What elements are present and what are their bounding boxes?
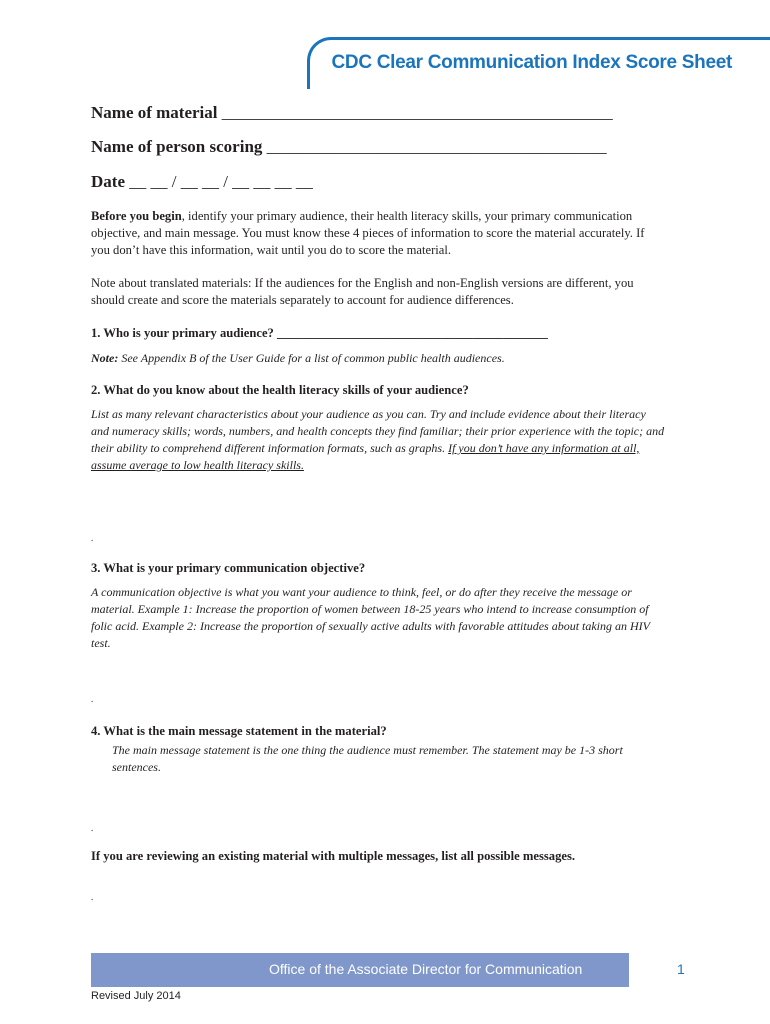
answer-area-4[interactable]: . bbox=[91, 823, 94, 833]
person-scoring-blank[interactable]: ________________________________________ bbox=[262, 137, 607, 156]
question-2: 2. What do you know about the health literacy skills of your audience? bbox=[91, 383, 469, 397]
question-1-note-text: See Appendix B of the User Guide for a list of common public health audiences. bbox=[118, 351, 505, 365]
footer-office: Office of the Associate Director for Communication bbox=[269, 961, 583, 977]
question-4-note: The main message statement is the one thing the audience must remember. The statement may be 1-3 short sentences. bbox=[112, 743, 623, 774]
multiple-messages-prompt: If you are reviewing an existing material with multiple messages, list all possible messages. bbox=[91, 849, 576, 863]
date-blank[interactable]: __ __ / __ __ / __ __ __ __ bbox=[124, 172, 313, 191]
date-field[interactable] bbox=[91, 172, 313, 192]
translated-note-label: Note about translated materials: bbox=[91, 276, 252, 290]
question-2-note bbox=[91, 406, 666, 474]
question-4: 4. What is the main message statement in the material? bbox=[91, 724, 387, 738]
answer-area-3[interactable]: . bbox=[91, 694, 94, 704]
question-1-note bbox=[91, 350, 666, 367]
person-scoring-field[interactable] bbox=[91, 137, 607, 157]
question-2-note-text: List as many relevant characteristics about your audience as you can. Try and include evidence about their literacy and numeracy skills; words, numbers, and health concepts they find familiar; their prior experience with the topic; and their ability to comprehend different information formats, such as graphs. bbox=[91, 407, 665, 455]
before-you-begin-paragraph bbox=[91, 208, 661, 259]
page-title: CDC Clear Communication Index Score Sheet bbox=[331, 52, 732, 73]
question-3: 3. What is your primary communication objective? bbox=[91, 561, 366, 575]
material-name-blank[interactable]: ______________________________________________ bbox=[217, 103, 613, 122]
answer-area-multiple[interactable]: . bbox=[91, 892, 94, 902]
translated-note-paragraph bbox=[91, 275, 661, 309]
material-name-label: Name of material bbox=[91, 103, 218, 122]
person-scoring-label: Name of person scoring bbox=[91, 137, 263, 156]
question-1-note-label: Note: bbox=[91, 351, 119, 365]
before-you-begin-text: , identify your primary audience, their health literacy skills, your primary communication objective, and main message. You must know these 4 pieces of information to score the material accurately. If you don’t have this information, wait until you do to score the material. bbox=[91, 209, 645, 257]
answer-area-2[interactable]: . bbox=[91, 533, 94, 543]
revised-date: Revised July 2014 bbox=[91, 990, 181, 1002]
material-name-field[interactable] bbox=[91, 103, 613, 123]
question-2-note-underlined: If you don’t have any information at all, assume average to low health literacy skills. bbox=[91, 441, 640, 472]
date-label: Date bbox=[91, 172, 125, 191]
before-you-begin-heading: Before you begin bbox=[91, 209, 182, 223]
page-number: 1 bbox=[677, 961, 685, 977]
question-1: 1. Who is your primary audience? ___________________________________________ bbox=[91, 326, 548, 340]
translated-note-text: If the audiences for the English and non-English versions are different, you should create and score the materials separately to account for audience differences. bbox=[91, 276, 634, 307]
question-3-note: A communication objective is what you want your audience to think, feel, or do after they receive the message or material. Example 1: Increase the proportion of women between 18-25 years who intend to increase consumption of folic acid. Example 2: Increase the proportion of sexually active adults with favorable attitudes about taking an HIV test. bbox=[91, 585, 650, 650]
